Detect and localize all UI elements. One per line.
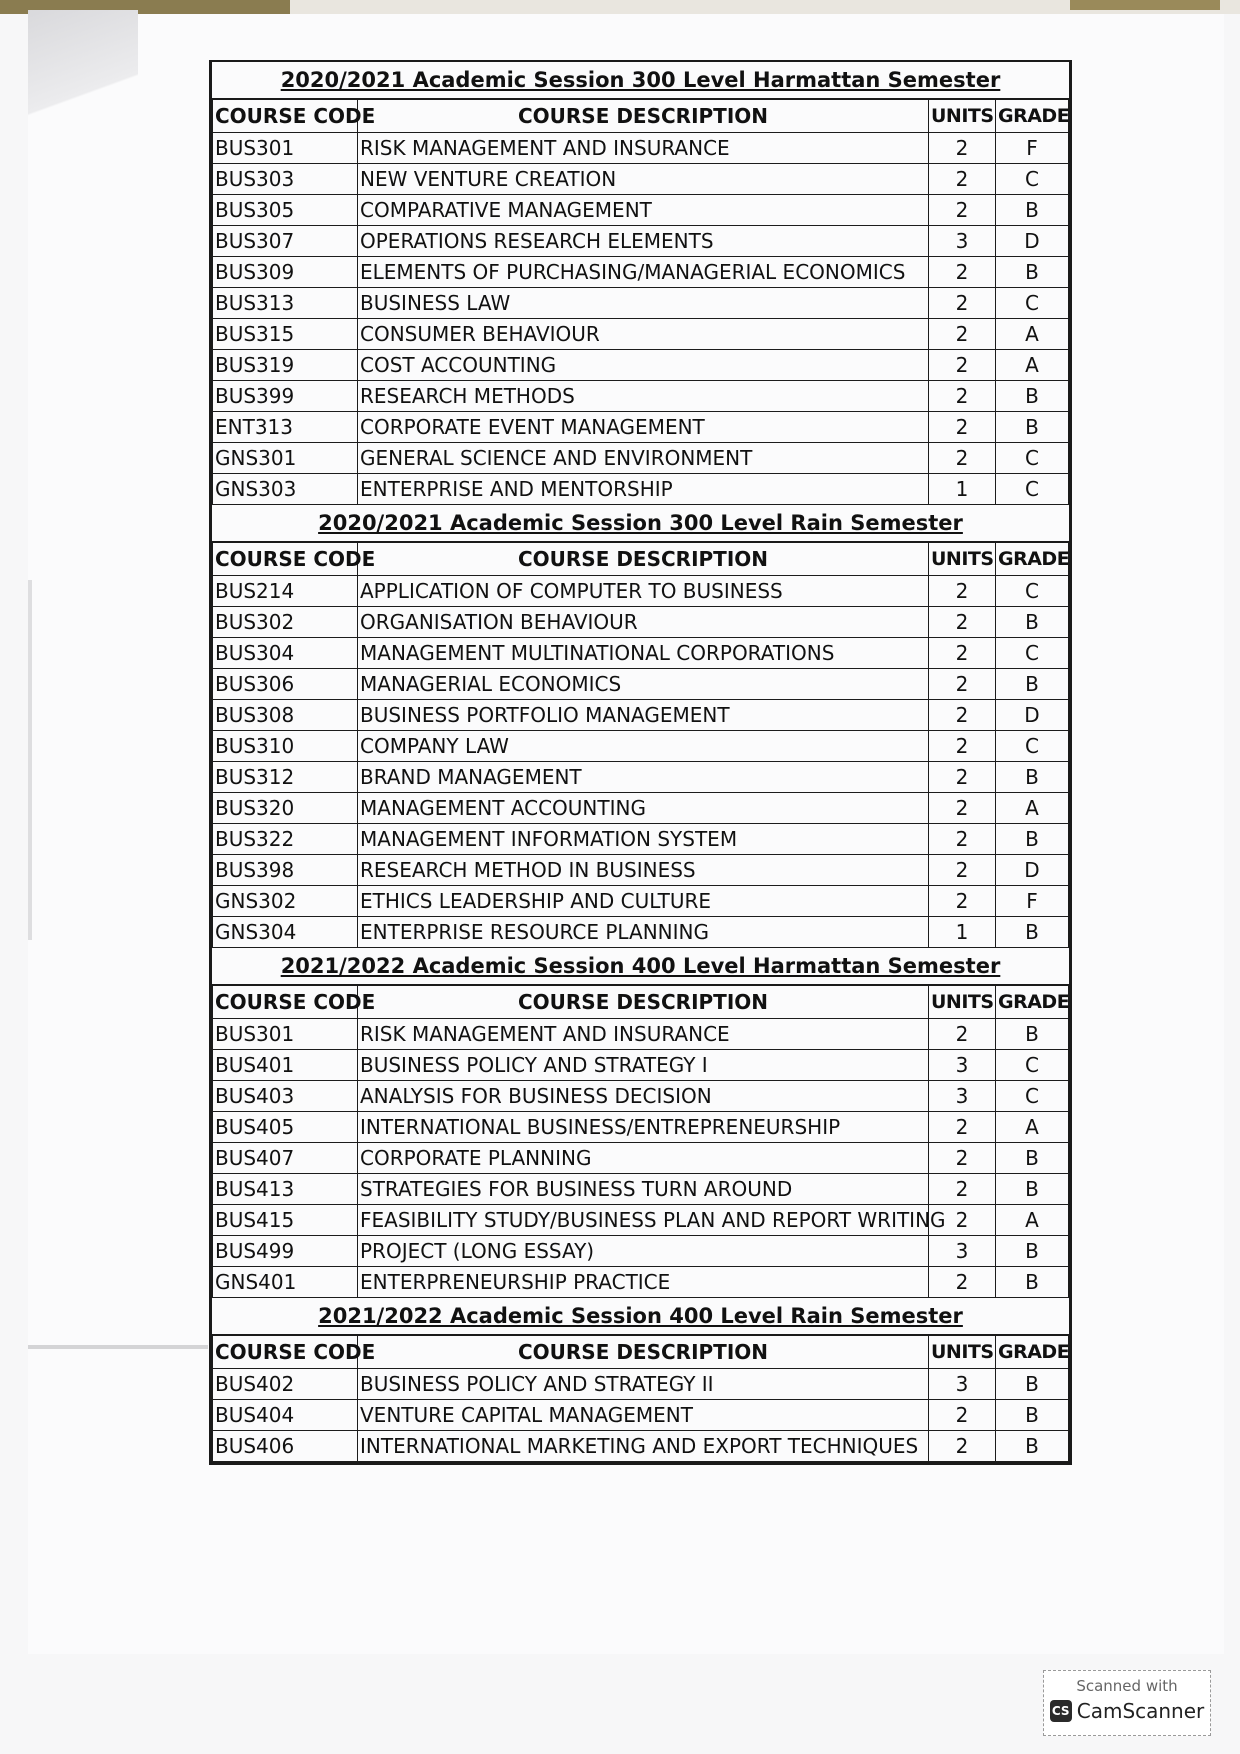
cell-grade: C (996, 731, 1069, 762)
table-row (213, 288, 1069, 319)
cell-code: BUS407 (213, 1143, 358, 1174)
cell-code: BUS319 (213, 350, 358, 381)
cell-units: 2 (929, 381, 996, 412)
section-title: 2021/2022 Academic Session 400 Level Rain Semester (318, 1304, 963, 1328)
cell-units: 2 (929, 1400, 996, 1431)
cell-units: 2 (929, 288, 996, 319)
cell-units: 2 (929, 350, 996, 381)
column-header-description: COURSE DESCRIPTION (358, 99, 929, 133)
cell-description: CORPORATE PLANNING (358, 1143, 929, 1174)
cell-grade: A (996, 793, 1069, 824)
cell-grade: C (996, 1081, 1069, 1112)
cell-description: ETHICS LEADERSHIP AND CULTURE (358, 886, 929, 917)
cell-description: RESEARCH METHODS (358, 381, 929, 412)
cell-description: COMPANY LAW (358, 731, 929, 762)
cell-code: BUS309 (213, 257, 358, 288)
cell-code: BUS322 (213, 824, 358, 855)
section-title: 2020/2021 Academic Session 300 Level Rain Semester (318, 511, 963, 535)
cell-units: 2 (929, 1431, 996, 1462)
table-row (213, 669, 1069, 700)
cell-units: 2 (929, 257, 996, 288)
cell-code: BUS301 (213, 1019, 358, 1050)
cell-grade: C (996, 288, 1069, 319)
cell-grade: B (996, 1369, 1069, 1400)
cell-grade: B (996, 1431, 1069, 1462)
cell-code: BUS399 (213, 381, 358, 412)
cell-units: 2 (929, 793, 996, 824)
camscanner-watermark (1043, 1670, 1211, 1736)
cell-code: GNS303 (213, 474, 358, 505)
cell-code: BUS302 (213, 607, 358, 638)
cell-grade: B (996, 412, 1069, 443)
semester-table (212, 98, 1069, 505)
watermark-brand: CamScanner (1076, 1699, 1205, 1723)
table-row (213, 1050, 1069, 1081)
section-title: 2021/2022 Academic Session 400 Level Harmattan Semester (280, 954, 1001, 978)
column-header-description: COURSE DESCRIPTION (358, 1335, 929, 1369)
cell-description: BUSINESS PORTFOLIO MANAGEMENT (358, 700, 929, 731)
cell-grade: D (996, 700, 1069, 731)
cell-units: 2 (929, 319, 996, 350)
watermark-caption: Scanned with (1076, 1677, 1178, 1695)
cell-description: BUSINESS POLICY AND STRATEGY I (358, 1050, 929, 1081)
cell-code: BUS404 (213, 1400, 358, 1431)
table-row (213, 1205, 1069, 1236)
cell-grade: B (996, 824, 1069, 855)
cell-description: ENTERPRISE AND MENTORSHIP (358, 474, 929, 505)
cell-description: ELEMENTS OF PURCHASING/MANAGERIAL ECONOMICS (358, 257, 929, 288)
cell-grade: B (996, 257, 1069, 288)
scan-top-edge (0, 0, 1240, 14)
column-header-units: UNITS (929, 99, 996, 133)
cell-code: BUS499 (213, 1236, 358, 1267)
table-row (213, 762, 1069, 793)
cell-description: FEASIBILITY STUDY/BUSINESS PLAN AND REPORT WRITING (358, 1205, 929, 1236)
cell-code: BUS307 (213, 226, 358, 257)
cell-grade: C (996, 474, 1069, 505)
cell-code: BUS313 (213, 288, 358, 319)
cell-code: BUS315 (213, 319, 358, 350)
semester-table (212, 984, 1069, 1298)
cell-grade: B (996, 669, 1069, 700)
cell-description: GENERAL SCIENCE AND ENVIRONMENT (358, 443, 929, 474)
cell-grade: C (996, 443, 1069, 474)
cell-units: 2 (929, 638, 996, 669)
cell-grade: A (996, 350, 1069, 381)
paper-fold-line (28, 580, 32, 940)
cell-units: 2 (929, 824, 996, 855)
cell-description: COMPARATIVE MANAGEMENT (358, 195, 929, 226)
cell-units: 2 (929, 412, 996, 443)
cell-units: 2 (929, 1143, 996, 1174)
cell-description: APPLICATION OF COMPUTER TO BUSINESS (358, 576, 929, 607)
table-row (213, 350, 1069, 381)
table-row (213, 257, 1069, 288)
cell-units: 2 (929, 443, 996, 474)
column-header-units: UNITS (929, 1335, 996, 1369)
cell-description: MANAGEMENT MULTINATIONAL CORPORATIONS (358, 638, 929, 669)
cell-units: 2 (929, 731, 996, 762)
cell-description: BUSINESS LAW (358, 288, 929, 319)
cell-units: 2 (929, 700, 996, 731)
cell-code: BUS306 (213, 669, 358, 700)
column-header-units: UNITS (929, 542, 996, 576)
table-header-row (213, 99, 1069, 133)
table-row (213, 1081, 1069, 1112)
cell-grade: A (996, 1205, 1069, 1236)
column-header-grade: GRADE (996, 99, 1069, 133)
cell-description: STRATEGIES FOR BUSINESS TURN AROUND (358, 1174, 929, 1205)
column-header-description: COURSE DESCRIPTION (358, 985, 929, 1019)
semester-table (212, 541, 1069, 948)
table-header-row (213, 985, 1069, 1019)
cell-units: 2 (929, 1019, 996, 1050)
cell-units: 3 (929, 1236, 996, 1267)
cell-units: 2 (929, 669, 996, 700)
cell-grade: A (996, 1112, 1069, 1143)
cell-units: 2 (929, 1205, 996, 1236)
cell-units: 2 (929, 164, 996, 195)
table-header-row (213, 1335, 1069, 1369)
cell-description: MANAGEMENT INFORMATION SYSTEM (358, 824, 929, 855)
cell-code: GNS401 (213, 1267, 358, 1298)
section-title: 2020/2021 Academic Session 300 Level Harmattan Semester (280, 68, 1001, 92)
column-header-units: UNITS (929, 985, 996, 1019)
table-row (213, 1267, 1069, 1298)
column-header-grade: GRADE (996, 1335, 1069, 1369)
cell-units: 2 (929, 133, 996, 164)
camscanner-logo-icon: CS (1050, 1700, 1072, 1722)
cell-units: 3 (929, 1050, 996, 1081)
cell-code: ENT313 (213, 412, 358, 443)
table-row (213, 1400, 1069, 1431)
cell-grade: B (996, 762, 1069, 793)
cell-code: GNS304 (213, 917, 358, 948)
table-row (213, 319, 1069, 350)
table-row (213, 226, 1069, 257)
semester-table (212, 1334, 1069, 1462)
table-row (213, 855, 1069, 886)
table-row (213, 443, 1069, 474)
cell-description: RISK MANAGEMENT AND INSURANCE (358, 133, 929, 164)
table-row (213, 638, 1069, 669)
column-header-grade: GRADE (996, 985, 1069, 1019)
cell-description: COST ACCOUNTING (358, 350, 929, 381)
cell-description: RESEARCH METHOD IN BUSINESS (358, 855, 929, 886)
table-row (213, 1112, 1069, 1143)
cell-code: BUS214 (213, 576, 358, 607)
table-row (213, 195, 1069, 226)
watermark-brand-row (1044, 1699, 1210, 1723)
table-row (213, 731, 1069, 762)
cell-units: 2 (929, 762, 996, 793)
cell-code: BUS403 (213, 1081, 358, 1112)
cell-code: BUS405 (213, 1112, 358, 1143)
cell-grade: C (996, 576, 1069, 607)
transcript-table (209, 60, 1072, 1465)
table-row (213, 1236, 1069, 1267)
column-header-description: COURSE DESCRIPTION (358, 542, 929, 576)
cell-grade: B (996, 195, 1069, 226)
cell-description: PROJECT (LONG ESSAY) (358, 1236, 929, 1267)
cell-units: 2 (929, 1174, 996, 1205)
column-header-code: COURSE CODE (213, 542, 358, 576)
cell-units: 2 (929, 1112, 996, 1143)
cell-code: BUS415 (213, 1205, 358, 1236)
cell-units: 3 (929, 226, 996, 257)
cell-grade: C (996, 638, 1069, 669)
cell-units: 2 (929, 1267, 996, 1298)
cell-units: 1 (929, 917, 996, 948)
cell-code: BUS312 (213, 762, 358, 793)
table-row (213, 607, 1069, 638)
cell-units: 2 (929, 886, 996, 917)
column-header-code: COURSE CODE (213, 1335, 358, 1369)
table-row (213, 1143, 1069, 1174)
cell-units: 2 (929, 855, 996, 886)
cell-description: INTERNATIONAL BUSINESS/ENTREPRENEURSHIP (358, 1112, 929, 1143)
table-row (213, 133, 1069, 164)
cell-grade: B (996, 1019, 1069, 1050)
cell-code: BUS303 (213, 164, 358, 195)
cell-units: 2 (929, 195, 996, 226)
cell-description: ENTERPRISE RESOURCE PLANNING (358, 917, 929, 948)
cell-grade: F (996, 886, 1069, 917)
table-row (213, 1019, 1069, 1050)
table-header-row (213, 542, 1069, 576)
paper-fold-corner (28, 10, 138, 200)
cell-description: NEW VENTURE CREATION (358, 164, 929, 195)
table-row (213, 700, 1069, 731)
cell-grade: B (996, 1174, 1069, 1205)
cell-description: ANALYSIS FOR BUSINESS DECISION (358, 1081, 929, 1112)
cell-description: VENTURE CAPITAL MANAGEMENT (358, 1400, 929, 1431)
table-row (213, 412, 1069, 443)
cell-description: CORPORATE EVENT MANAGEMENT (358, 412, 929, 443)
cell-code: BUS401 (213, 1050, 358, 1081)
cell-grade: B (996, 607, 1069, 638)
table-row (213, 381, 1069, 412)
cell-description: BRAND MANAGEMENT (358, 762, 929, 793)
cell-description: CONSUMER BEHAVIOUR (358, 319, 929, 350)
table-row (213, 474, 1069, 505)
cell-grade: B (996, 1400, 1069, 1431)
cell-grade: F (996, 133, 1069, 164)
table-row (213, 824, 1069, 855)
cell-description: ENTERPRENEURSHIP PRACTICE (358, 1267, 929, 1298)
table-row (213, 1431, 1069, 1462)
cell-grade: B (996, 1236, 1069, 1267)
table-row (213, 793, 1069, 824)
scan-edge-shadow-right (1070, 0, 1220, 10)
cell-units: 2 (929, 576, 996, 607)
cell-units: 1 (929, 474, 996, 505)
column-header-code: COURSE CODE (213, 99, 358, 133)
cell-code: BUS402 (213, 1369, 358, 1400)
cell-description: MANAGERIAL ECONOMICS (358, 669, 929, 700)
cell-grade: D (996, 226, 1069, 257)
cell-units: 2 (929, 607, 996, 638)
table-row (213, 1174, 1069, 1205)
cell-grade: B (996, 1267, 1069, 1298)
column-header-code: COURSE CODE (213, 985, 358, 1019)
cell-units: 3 (929, 1081, 996, 1112)
cell-description: ORGANISATION BEHAVIOUR (358, 607, 929, 638)
cell-grade: B (996, 381, 1069, 412)
table-row (213, 917, 1069, 948)
paper-fold-line-lower (28, 1345, 208, 1349)
cell-description: MANAGEMENT ACCOUNTING (358, 793, 929, 824)
table-row (213, 164, 1069, 195)
cell-code: BUS406 (213, 1431, 358, 1462)
cell-description: RISK MANAGEMENT AND INSURANCE (358, 1019, 929, 1050)
cell-units: 3 (929, 1369, 996, 1400)
cell-grade: A (996, 319, 1069, 350)
cell-code: BUS304 (213, 638, 358, 669)
cell-code: GNS301 (213, 443, 358, 474)
cell-code: BUS305 (213, 195, 358, 226)
cell-code: BUS398 (213, 855, 358, 886)
cell-grade: D (996, 855, 1069, 886)
cell-grade: C (996, 1050, 1069, 1081)
cell-code: BUS310 (213, 731, 358, 762)
cell-code: BUS413 (213, 1174, 358, 1205)
table-row (213, 576, 1069, 607)
table-row (213, 1369, 1069, 1400)
cell-description: OPERATIONS RESEARCH ELEMENTS (358, 226, 929, 257)
cell-grade: B (996, 1143, 1069, 1174)
cell-code: BUS301 (213, 133, 358, 164)
table-row (213, 886, 1069, 917)
cell-code: GNS302 (213, 886, 358, 917)
cell-description: BUSINESS POLICY AND STRATEGY II (358, 1369, 929, 1400)
column-header-grade: GRADE (996, 542, 1069, 576)
cell-code: BUS308 (213, 700, 358, 731)
cell-grade: C (996, 164, 1069, 195)
cell-grade: B (996, 917, 1069, 948)
cell-description: INTERNATIONAL MARKETING AND EXPORT TECHNIQUES (358, 1431, 929, 1462)
cell-code: BUS320 (213, 793, 358, 824)
